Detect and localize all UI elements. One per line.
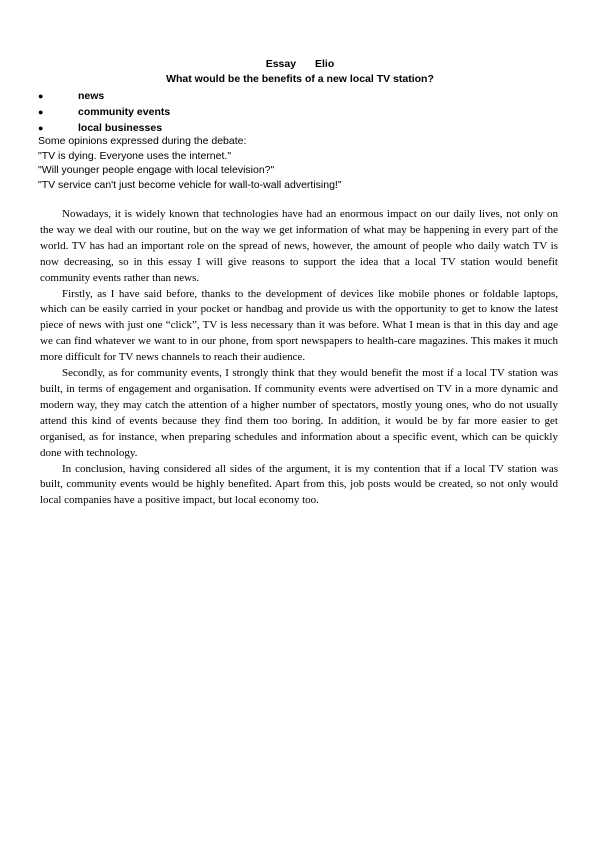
essay-question: What would be the benefits of a new local TV station? [166,73,434,85]
essay-title: Essay [265,58,297,70]
bullet-icon: ● [38,123,44,133]
topic-label: community events [78,106,171,118]
list-item [38,104,170,120]
opinions-block [38,134,568,192]
essay-paragraph-news: Firstly, as I have said before, thanks to the development of devices like mobile phones or foldable laptops, which can be easily carried in your pocket or handbag and provide us with the opportunity to get to know the latest piece of news with just one “click”, TV is less necessary than it was before. What I mean is that in this day and age we can find whatever we want to in our phone, from sport newspapers to health-care magazines. This makes it much more difficult for TV news channels to reach their audience. [40,287,558,364]
list-item [38,88,170,104]
opinions-intro: Some opinions expressed during the debate: [38,135,247,147]
opinion-quote: "TV service can't just become vehicle for wall-to-wall advertising!" [38,178,342,191]
essay-body [40,207,558,509]
bullet-icon: ● [38,107,44,117]
author-name: Elio [315,58,335,70]
topic-label: news [78,90,105,102]
bullet-icon: ● [38,91,44,101]
essay-paragraph-community-events: Secondly, as for community events, I strongly think that they would benefit the most if a local TV station was built, in terms of engagement and organisation. If community events were advertised on TV in a more dynamic and modern way, they may catch the attention of a higher number of spectators, mostly young ones, who do not usually attend this kind of events because they find them too boring. In addition, it would be by far more easier to get organised, as for instance, when preparing schedules and information about a specific event, which can be quickly done with technology. [40,367,558,459]
opinion-quote: "TV is dying. Everyone uses the internet." [38,149,232,162]
topic-label: local businesses [78,122,163,134]
essay-header [0,57,600,87]
opinion-quote: "Will younger people engage with local television?" [38,164,275,176]
essay-paragraph-conclusion: In conclusion, having considered all sides of the argument, it is my contention that if a local TV station was built, community events would be highly benefited. Apart from this, job posts would be created, so not only would local companies have a positive impact, but local economy too. [40,462,558,507]
topic-list [38,88,170,136]
essay-paragraph-introduction: Nowadays, it is widely known that technologies have had an enormous impact on our daily lives, not only on the way we deal with our routine, but on the way we get information of what may be happening in every part of the world. TV has had an important role on the spread of news, however, the amount of people who daily watch TV is now decreasing, so in this essay I will give reasons to support the idea that a local TV station would benefit community events rather than news. [40,208,558,284]
title-line [0,57,600,72]
